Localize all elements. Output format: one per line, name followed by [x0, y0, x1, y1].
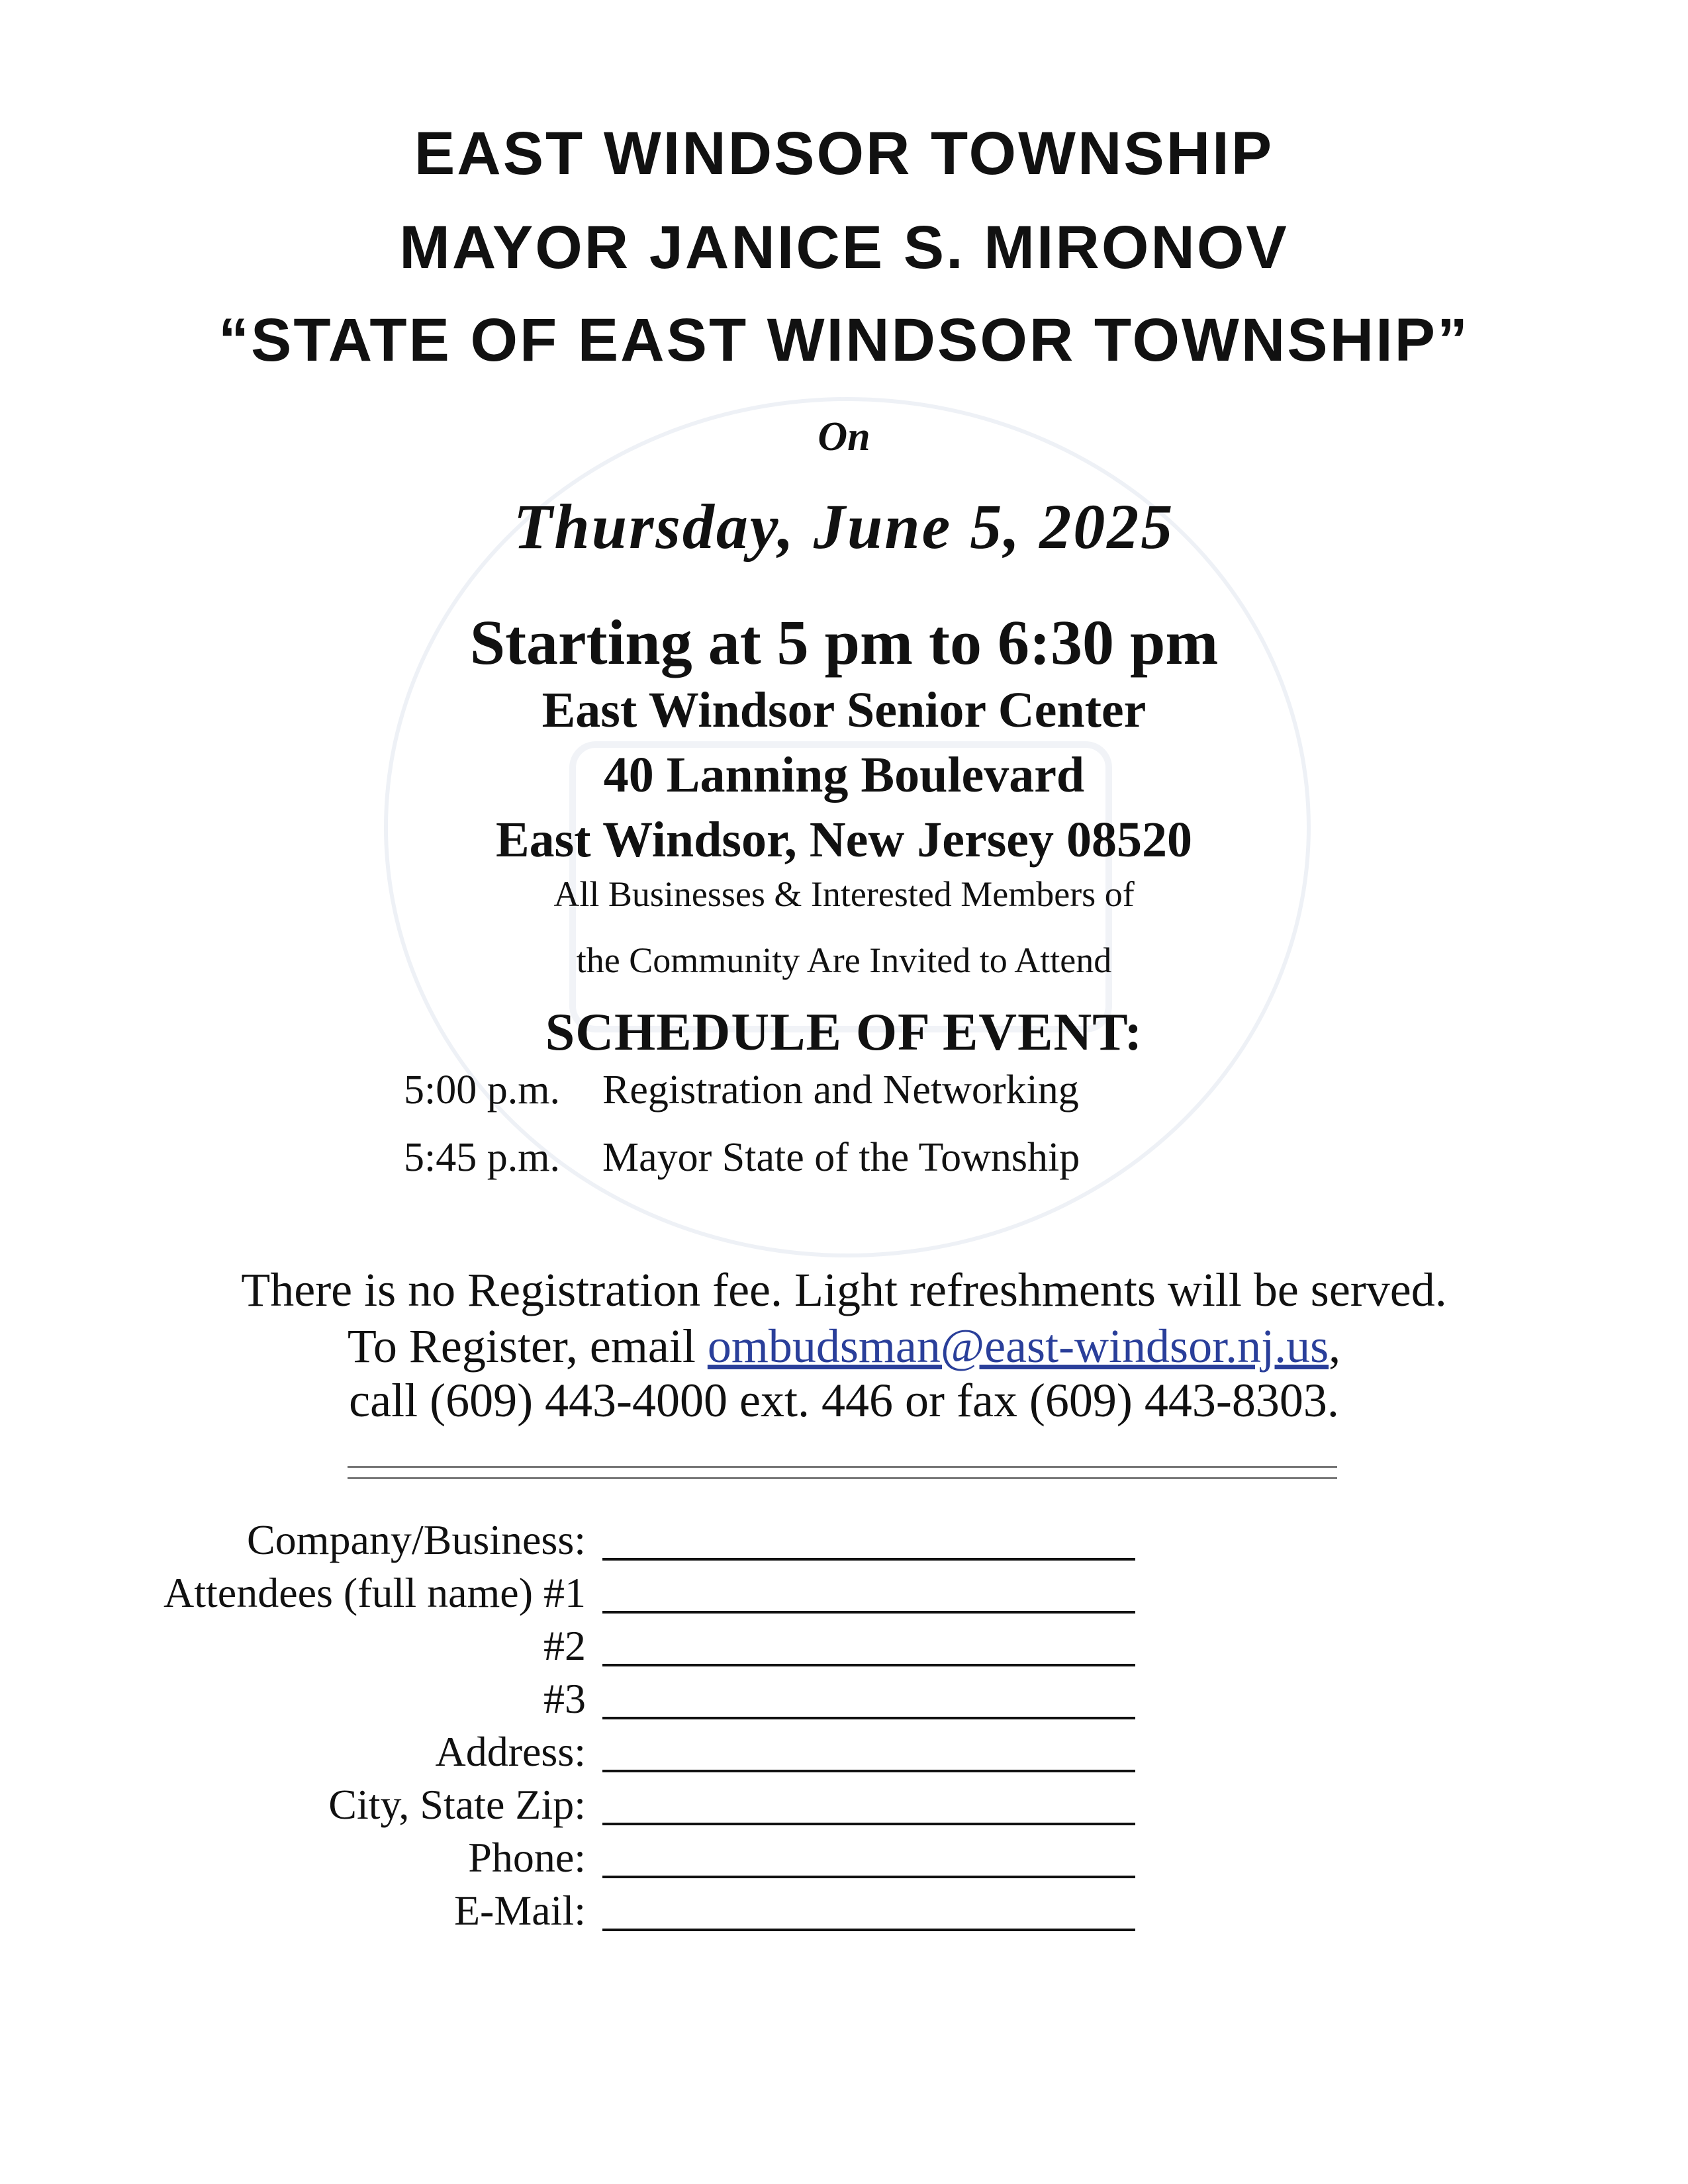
schedule-time: 5:45 p.m.	[404, 1135, 560, 1180]
city-state-zip-field[interactable]	[602, 1823, 1135, 1825]
form-row-city-state-zip	[0, 1782, 1688, 1828]
registration-phone-line: call (609) 443-4000 ext. 446 or fax (609) 443-8303.	[349, 1374, 1339, 1427]
header-township: EAST WINDSOR TOWNSHIP	[414, 120, 1274, 187]
schedule-time: 5:00 p.m.	[404, 1068, 560, 1113]
form-row-company	[0, 1517, 1688, 1563]
phone-field[interactable]	[602, 1876, 1135, 1878]
schedule-description: Registration and Networking	[602, 1068, 1079, 1113]
address-field[interactable]	[602, 1770, 1135, 1772]
event-on-label: On	[818, 414, 870, 459]
registration-fee-note: There is no Registration fee. Light refreshments will be served.	[241, 1263, 1447, 1316]
form-label: #3	[543, 1675, 586, 1722]
email-suffix: ,	[1329, 1320, 1341, 1373]
attendee-3-field[interactable]	[602, 1717, 1135, 1719]
header-mayor: MAYOR JANICE S. MIRONOV	[399, 214, 1289, 281]
schedule-description: Mayor State of the Township	[602, 1135, 1080, 1180]
form-label: #2	[543, 1622, 586, 1669]
form-separator	[348, 1466, 1337, 1479]
email-prefix: To Register, email	[347, 1320, 708, 1373]
form-row-attendee-2	[0, 1623, 1688, 1669]
schedule-item	[404, 1134, 1080, 1181]
company-field[interactable]	[602, 1558, 1135, 1561]
event-street: 40 Lanning Boulevard	[603, 747, 1085, 803]
form-label: E-Mail:	[453, 1887, 586, 1934]
form-label: Company/Business:	[246, 1516, 586, 1563]
form-label: Address:	[435, 1728, 586, 1775]
schedule-heading: SCHEDULE OF EVENT:	[545, 1003, 1143, 1062]
invite-line-2: the Community Are Invited to Attend	[576, 940, 1112, 980]
event-city: East Windsor, New Jersey 08520	[495, 812, 1193, 868]
form-label: City, State Zip:	[328, 1781, 586, 1828]
attendee-1-field[interactable]	[602, 1611, 1135, 1614]
registration-email-link[interactable]: ombudsman@east-windsor.nj.us	[707, 1320, 1329, 1373]
form-row-address	[0, 1729, 1688, 1775]
form-label: Phone:	[468, 1834, 586, 1881]
form-row-email	[0, 1888, 1688, 1934]
event-date: Thursday, June 5, 2025	[513, 491, 1175, 562]
event-time: Starting at 5 pm to 6:30 pm	[469, 607, 1219, 678]
form-label: Attendees (full name) #1	[164, 1569, 586, 1616]
registration-email-line	[0, 1319, 1688, 1374]
form-row-phone	[0, 1835, 1688, 1881]
schedule-item	[404, 1067, 1079, 1114]
invite-line-1: All Businesses & Interested Members of	[553, 874, 1135, 914]
attendee-2-field[interactable]	[602, 1664, 1135, 1666]
form-row-attendee-1	[0, 1570, 1688, 1616]
email-field[interactable]	[602, 1929, 1135, 1931]
header-event-title: “STATE OF EAST WINDSOR TOWNSHIP”	[218, 306, 1470, 374]
event-venue: East Windsor Senior Center	[541, 682, 1147, 738]
form-row-attendee-3	[0, 1676, 1688, 1722]
